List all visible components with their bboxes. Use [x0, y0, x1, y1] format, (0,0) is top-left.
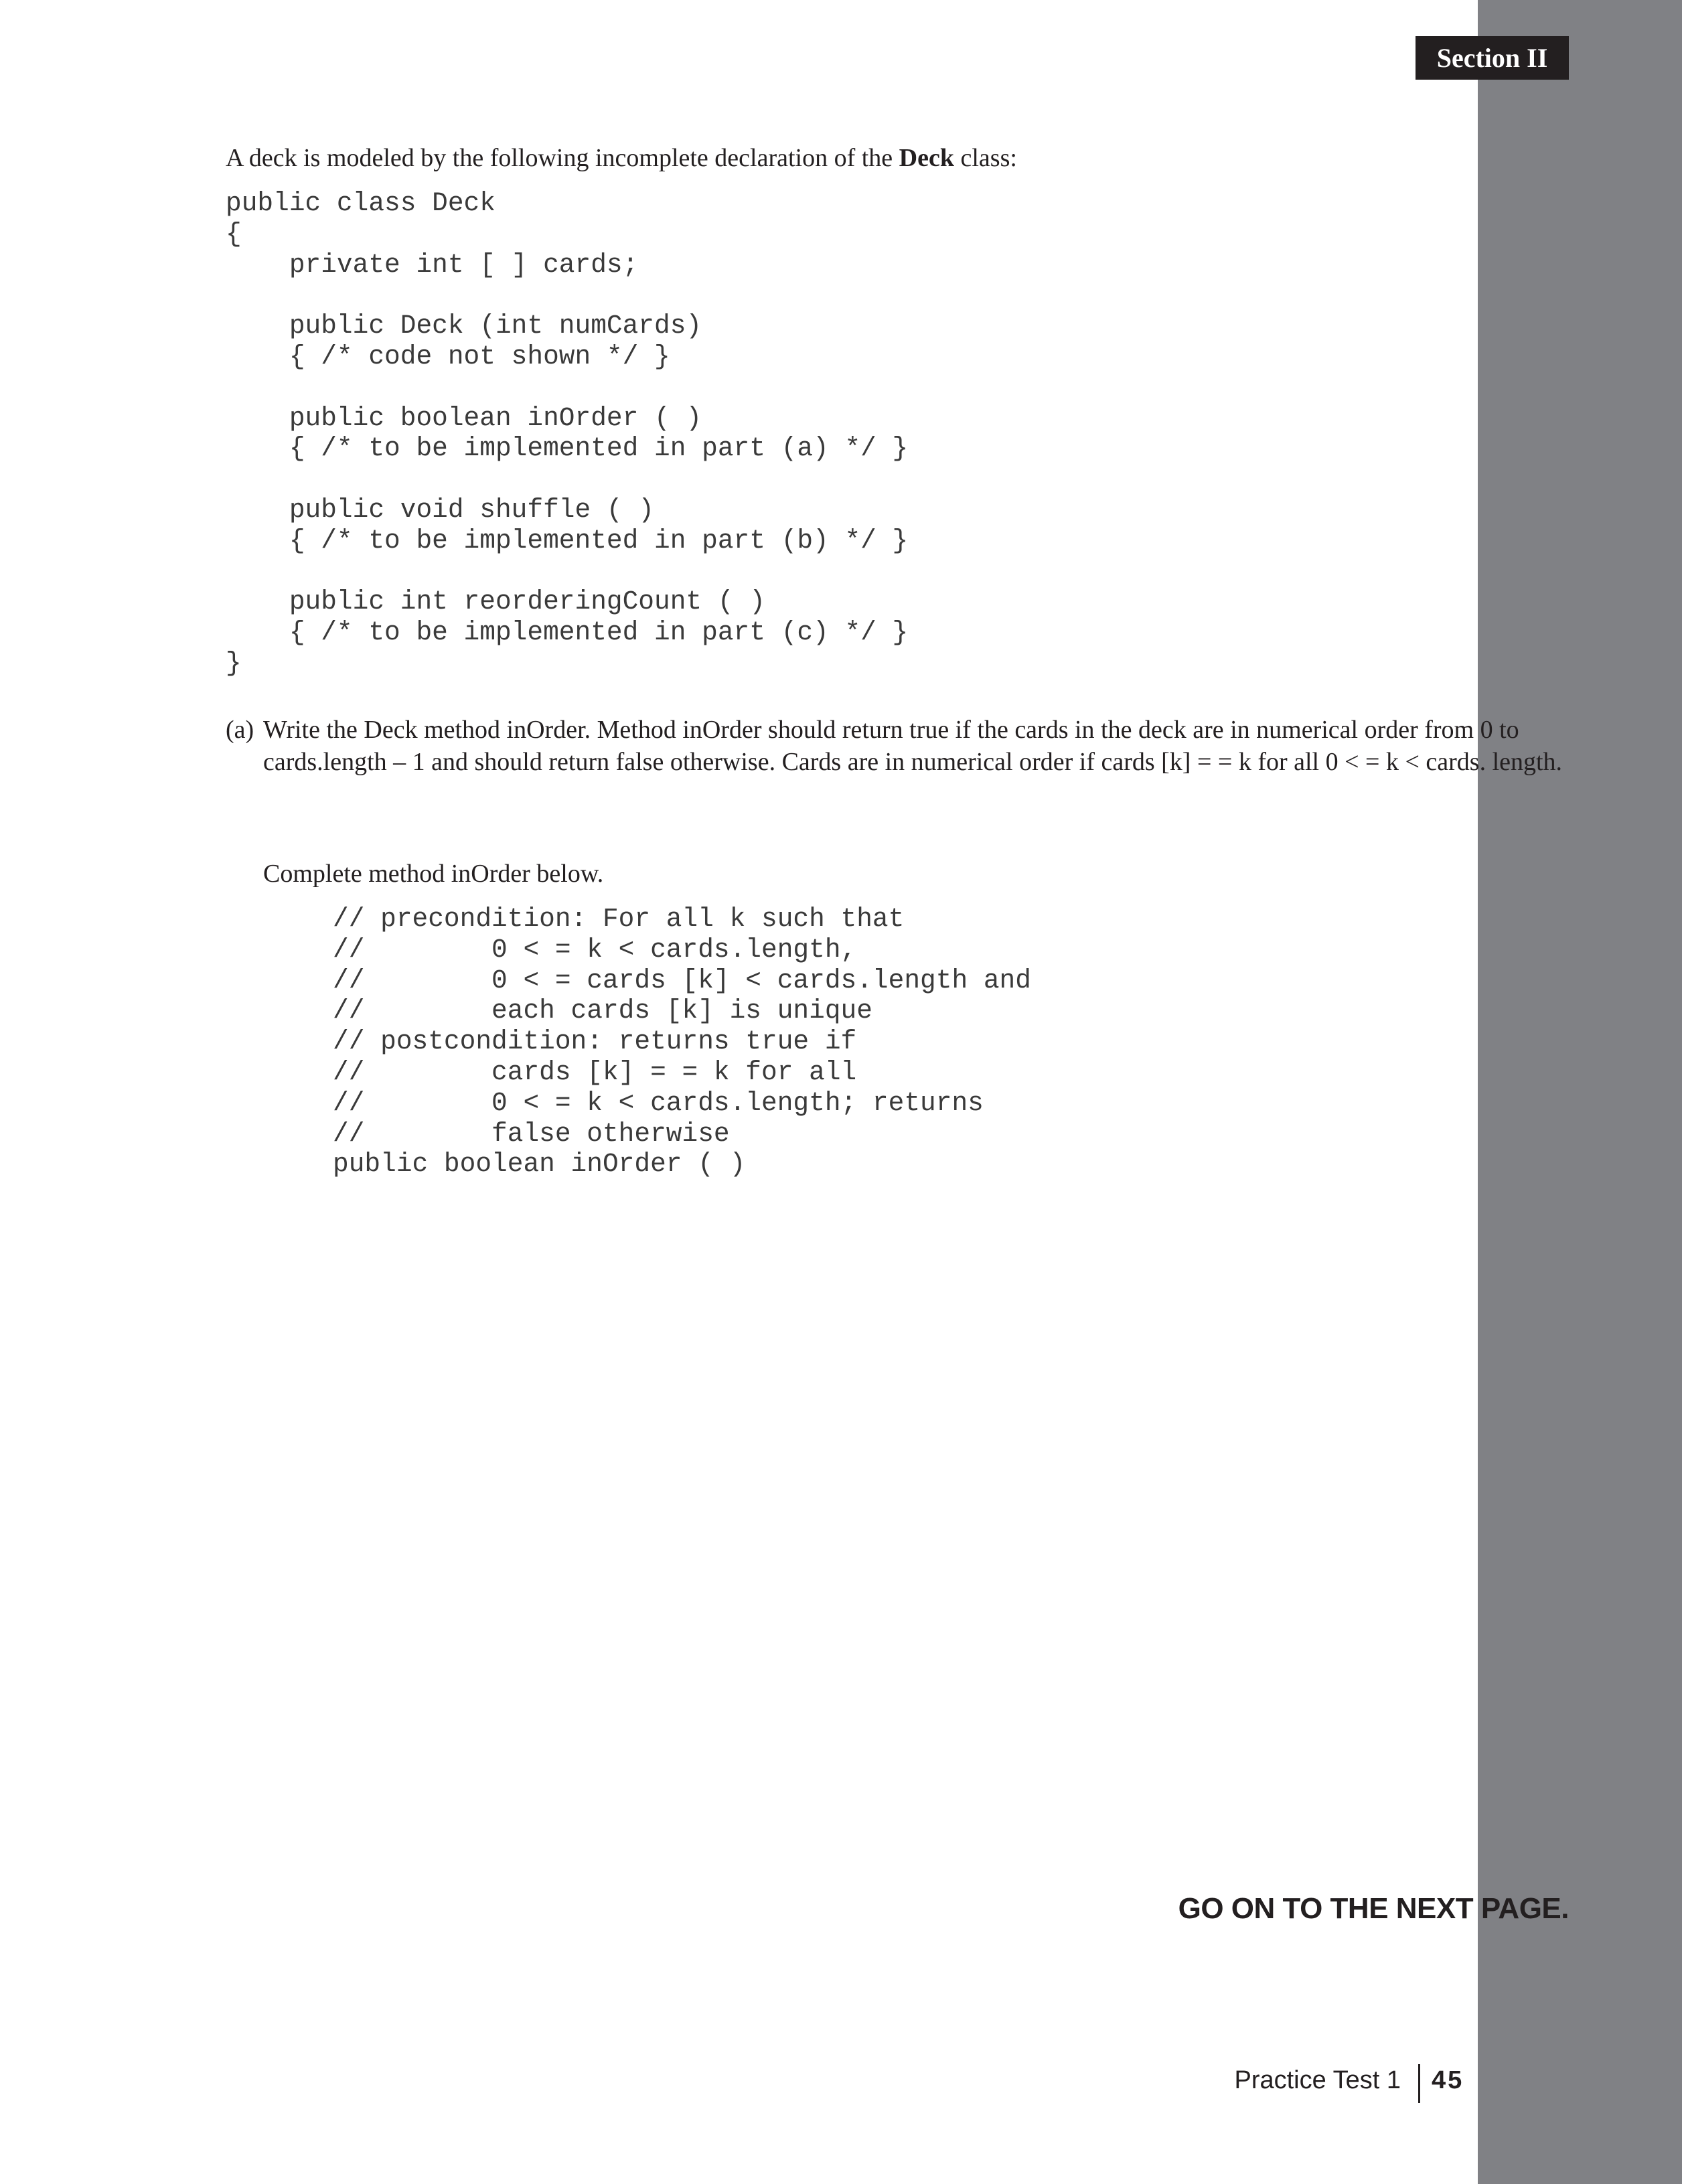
code-line: // 0 < = k < cards.length; returns	[333, 1087, 984, 1118]
footer-title: Practice Test 1	[1234, 2066, 1401, 2094]
code-line: { /* code not shown */ }	[226, 341, 670, 372]
code-line: public void shuffle ( )	[226, 494, 655, 525]
code-line: public boolean inOrder ( )	[333, 1149, 746, 1180]
go-on-notice: GO ON TO THE NEXT PAGE.	[1178, 1892, 1569, 1925]
page-edge-tab	[1478, 0, 1682, 2184]
section-badge: Section II	[1416, 36, 1569, 80]
part-a-instruction: Complete method inOrder below.	[263, 860, 604, 888]
code-line: // 0 < = cards [k] < cards.length and	[333, 965, 1031, 996]
deck-class-code	[226, 188, 908, 679]
code-line: // precondition: For all k such that	[333, 904, 905, 934]
intro-prefix: A deck is modeled by the following incomplete declaration of the	[226, 144, 899, 172]
code-line: // each cards [k] is unique	[333, 996, 872, 1026]
code-line: public int reorderingCount ( )	[226, 587, 765, 617]
inorder-method-code	[333, 904, 1031, 1180]
code-line	[226, 464, 908, 495]
part-a-question	[226, 714, 1572, 778]
footer-divider	[1418, 2064, 1420, 2103]
page-number: 45	[1432, 2066, 1464, 2094]
code-line: // false otherwise	[333, 1118, 730, 1149]
code-line	[226, 556, 908, 587]
part-a-text: Write the Deck method inOrder. Method inOrder should return true if the cards in the deck are in numerical order from 0 to cards.length – 1 and should return false otherwise. Cards are in numerical order if cards [k] = = k for all 0 < = k < cards. length.	[263, 716, 1563, 776]
code-line: public Deck (int numCards)	[226, 311, 702, 341]
code-line: // 0 < = k < cards.length,	[333, 934, 857, 965]
code-line	[226, 372, 908, 403]
intro-suffix: class:	[953, 144, 1017, 172]
code-line: { /* to be implemented in part (a) */ }	[226, 433, 909, 464]
code-line: public boolean inOrder ( )	[226, 402, 702, 433]
code-line	[226, 280, 908, 311]
code-line: { /* to be implemented in part (b) */ }	[226, 525, 909, 556]
part-a-label: (a)	[226, 716, 254, 744]
code-line: // postcondition: returns true if	[333, 1026, 857, 1057]
code-line: {	[226, 218, 242, 249]
intro-class-name: Deck	[899, 144, 954, 172]
intro-text	[226, 143, 1017, 173]
code-line: }	[226, 647, 242, 678]
code-line: { /* to be implemented in part (c) */ }	[226, 617, 909, 648]
code-line: private int [ ] cards;	[226, 249, 639, 280]
code-line: public class Deck	[226, 188, 495, 218]
code-line: // cards [k] = = k for all	[333, 1057, 857, 1087]
